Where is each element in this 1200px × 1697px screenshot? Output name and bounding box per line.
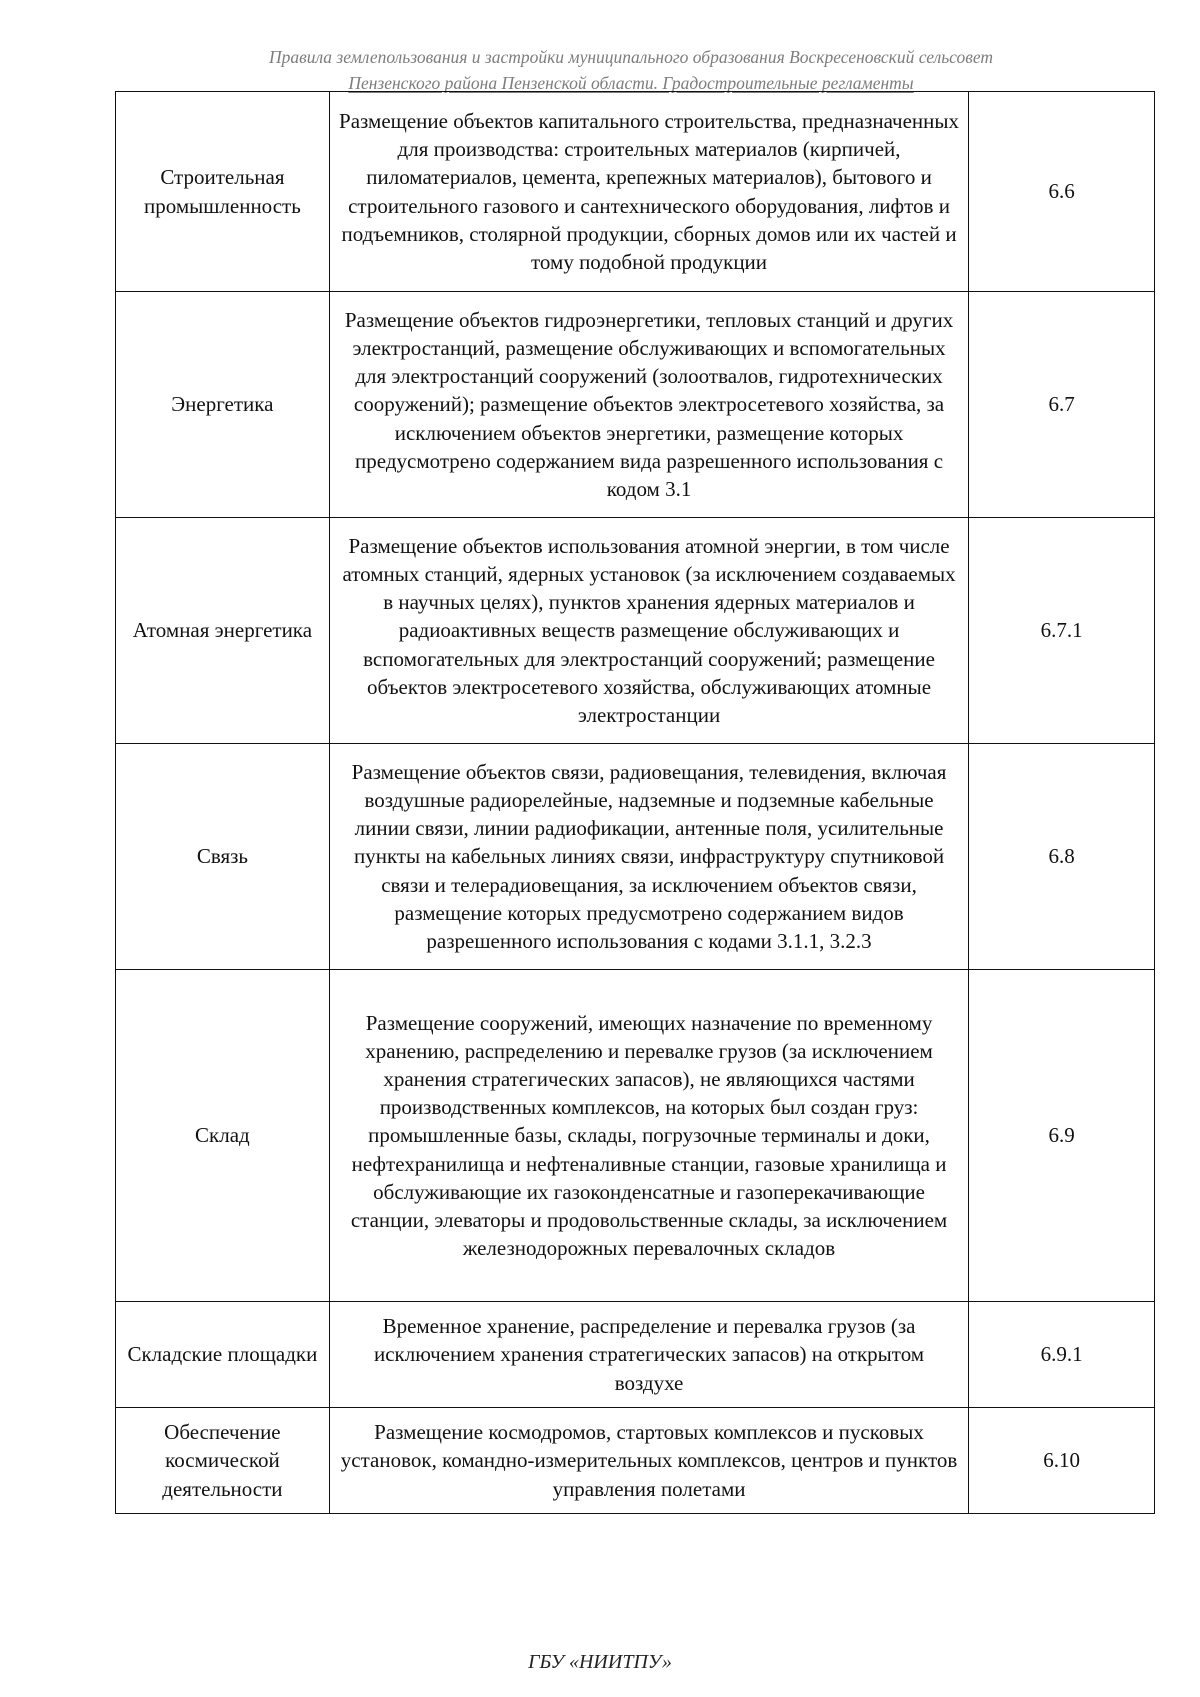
use-code-cell: 6.9 — [969, 970, 1155, 1302]
page-footer: ГБУ «НИИТПУ» — [528, 1651, 672, 1673]
header-line-2: Пензенского района Пензенской области. Градостроительные регламенты — [348, 73, 914, 93]
use-description-cell: Размещение объектов гидроэнергетики, тепловых станций и других электростанций, размещение обслуживающих и вспомогательных для электростанций сооружений (золоотвалов, гидротехнических сооружений); размещение объектов электросетевого хозяйства, за исключением объектов энергетики, размещение которых предусмотрено содержанием вида разрешенного использования с кодом 3.1 — [329, 292, 968, 518]
page-header — [110, 44, 1152, 96]
use-description-cell: Размещение объектов капитального строительства, предназначенных для производства: строительных материалов (кирпичей, пиломатериалов, цемента, крепежных материалов), бытового и строительного газового и сантехнического оборудования, лифтов и подъемников, столярной продукции, сборных домов или их частей и тому подобной продукции — [329, 92, 968, 292]
header-line-1: Правила землепользования и застройки муниципального образования Воскресеновский сельсовет — [268, 47, 994, 67]
table-row — [116, 970, 1155, 1302]
use-name-cell: Складские площадки — [116, 1302, 330, 1408]
use-code-cell: 6.7.1 — [969, 518, 1155, 744]
use-name-cell: Обеспечение космической деятельности — [116, 1408, 330, 1514]
use-description-cell: Временное хранение, распределение и перевалка грузов (за исключением хранения стратегических запасов) на открытом воздухе — [329, 1302, 968, 1408]
table-row — [116, 92, 1155, 292]
land-use-table — [115, 91, 1155, 1514]
use-name-cell: Строительная промышленность — [116, 92, 330, 292]
use-description-cell: Размещение космодромов, стартовых комплексов и пусковых установок, командно-измерительных комплексов, центров и пунктов управления полетами — [329, 1408, 968, 1514]
use-code-cell: 6.9.1 — [969, 1302, 1155, 1408]
use-description-cell: Размещение объектов связи, радиовещания, телевидения, включая воздушные радиорелейные, надземные и подземные кабельные линии связи, линии радиофикации, антенные поля, усилительные пункты на кабельных линиях связи, инфраструктуру спутниковой связи и телерадиовещания, за исключением объектов связи, размещение которых предусмотрено содержанием видов разрешенного использования с кодами 3.1.1, 3.2.3 — [329, 744, 968, 970]
use-name-cell: Энергетика — [116, 292, 330, 518]
table-row — [116, 1408, 1155, 1514]
use-description-cell: Размещение объектов использования атомной энергии, в том числе атомных станций, ядерных установок (за исключением создаваемых в научных целях), пунктов хранения ядерных материалов и радиоактивных веществ размещение обслуживающих и вспомогательных для электростанций сооружений; размещение объектов электросетевого хозяйства, обслуживающих атомные электростанции — [329, 518, 968, 744]
use-name-cell: Атомная энергетика — [116, 518, 330, 744]
use-code-cell: 6.8 — [969, 744, 1155, 970]
use-description-cell: Размещение сооружений, имеющих назначение по временному хранению, распределению и перевалке грузов (за исключением хранения стратегических запасов), не являющихся частями производственных комплексов, на которых был создан груз: промышленные базы, склады, погрузочные терминалы и доки, нефтехранилища и нефтеналивные станции, газовые хранилища и обслуживающие их газоконденсатные и газоперекачивающие станции, элеваторы и продовольственные склады, за исключением железнодорожных перевалочных складов — [329, 970, 968, 1302]
use-code-cell: 6.6 — [969, 92, 1155, 292]
use-name-cell: Связь — [116, 744, 330, 970]
use-name-cell: Склад — [116, 970, 330, 1302]
table-row — [116, 292, 1155, 518]
table-row — [116, 518, 1155, 744]
table-row — [116, 1302, 1155, 1408]
use-code-cell: 6.10 — [969, 1408, 1155, 1514]
use-code-cell: 6.7 — [969, 292, 1155, 518]
table-row — [116, 744, 1155, 970]
